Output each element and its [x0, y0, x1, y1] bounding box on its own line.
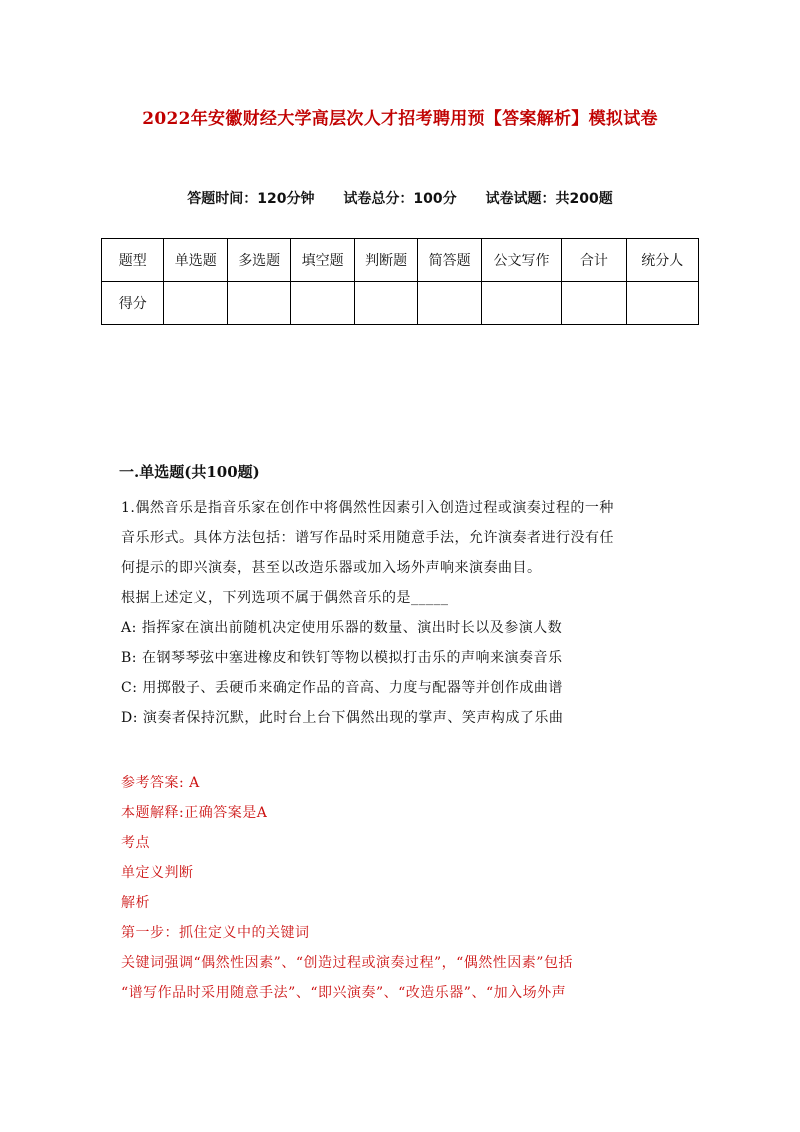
score-header-cell: 公文写作 [481, 239, 561, 282]
score-cell [562, 282, 626, 325]
score-row-label: 得分 [102, 282, 164, 325]
section-heading: 一.单选题(共100题) [119, 463, 260, 481]
reference-answer: 参考答案: A [121, 775, 200, 791]
score-header-cell: 题型 [102, 239, 164, 282]
question-prompt-line: 根据上述定义，下列选项不属于偶然音乐的是_____ [121, 590, 449, 606]
score-cell [164, 282, 227, 325]
option-b: B: 在钢琴琴弦中塞进橡皮和铁钉等物以模拟打击乐的声响来演奏音乐 [121, 650, 563, 666]
score-cell [481, 282, 561, 325]
score-header-cell: 多选题 [227, 239, 290, 282]
option-a: A: 指挥家在演出前随机决定使用乐器的数量、演出时长以及参演人数 [121, 620, 563, 636]
score-header-cell: 统分人 [626, 239, 698, 282]
score-table-score-row [102, 282, 699, 325]
score-cell [291, 282, 354, 325]
exam-meta [0, 188, 800, 208]
question-text-line: 何提示的即兴演奏，甚至以改造乐器或加入场外声响来演奏曲目。 [121, 560, 542, 576]
answer-topic: 单定义判断 [121, 865, 194, 881]
score-header-cell: 单选题 [164, 239, 227, 282]
question-text-line: 1.偶然音乐是指音乐家在创作中将偶然性因素引入创造过程或演奏过程的一种 [121, 500, 614, 516]
analysis-step-1: 第一步：抓住定义中的关键词 [121, 925, 310, 941]
score-header-cell: 判断题 [354, 239, 417, 282]
score-table [101, 238, 699, 325]
exam-time: 答题时间：120分钟 [187, 191, 315, 207]
score-cell [418, 282, 481, 325]
score-cell [354, 282, 417, 325]
score-header-cell: 简答题 [418, 239, 481, 282]
analysis-heading: 解析 [121, 895, 150, 911]
analysis-text-line: “谱写作品时采用随意手法”、“即兴演奏”、“改造乐器”、“加入场外声 [121, 985, 567, 1001]
exam-total-score: 试卷总分：100分 [343, 191, 457, 207]
score-header-cell: 合计 [562, 239, 626, 282]
score-table-header-row [102, 239, 699, 282]
answer-explanation: 本题解释:正确答案是A [121, 805, 268, 821]
option-c: C: 用掷骰子、丢硬币来确定作品的音高、力度与配器等并创作成曲谱 [121, 680, 563, 696]
option-d: D: 演奏者保持沉默，此时台上台下偶然出现的掌声、笑声构成了乐曲 [121, 710, 564, 726]
score-cell [227, 282, 290, 325]
analysis-text-line: 关键词强调“偶然性因素”、“创造过程或演奏过程”，“偶然性因素”包括 [121, 955, 573, 971]
document-title: 2022年安徽财经大学高层次人才招考聘用预【答案解析】模拟试卷 [142, 109, 658, 129]
answer-topic-heading: 考点 [121, 835, 150, 851]
question-text-line: 音乐形式。具体方法包括：谱写作品时采用随意手法，允许演奏者进行没有任 [121, 530, 614, 546]
score-cell [626, 282, 698, 325]
exam-question-count: 试卷试题：共200题 [485, 191, 613, 207]
score-header-cell: 填空题 [291, 239, 354, 282]
